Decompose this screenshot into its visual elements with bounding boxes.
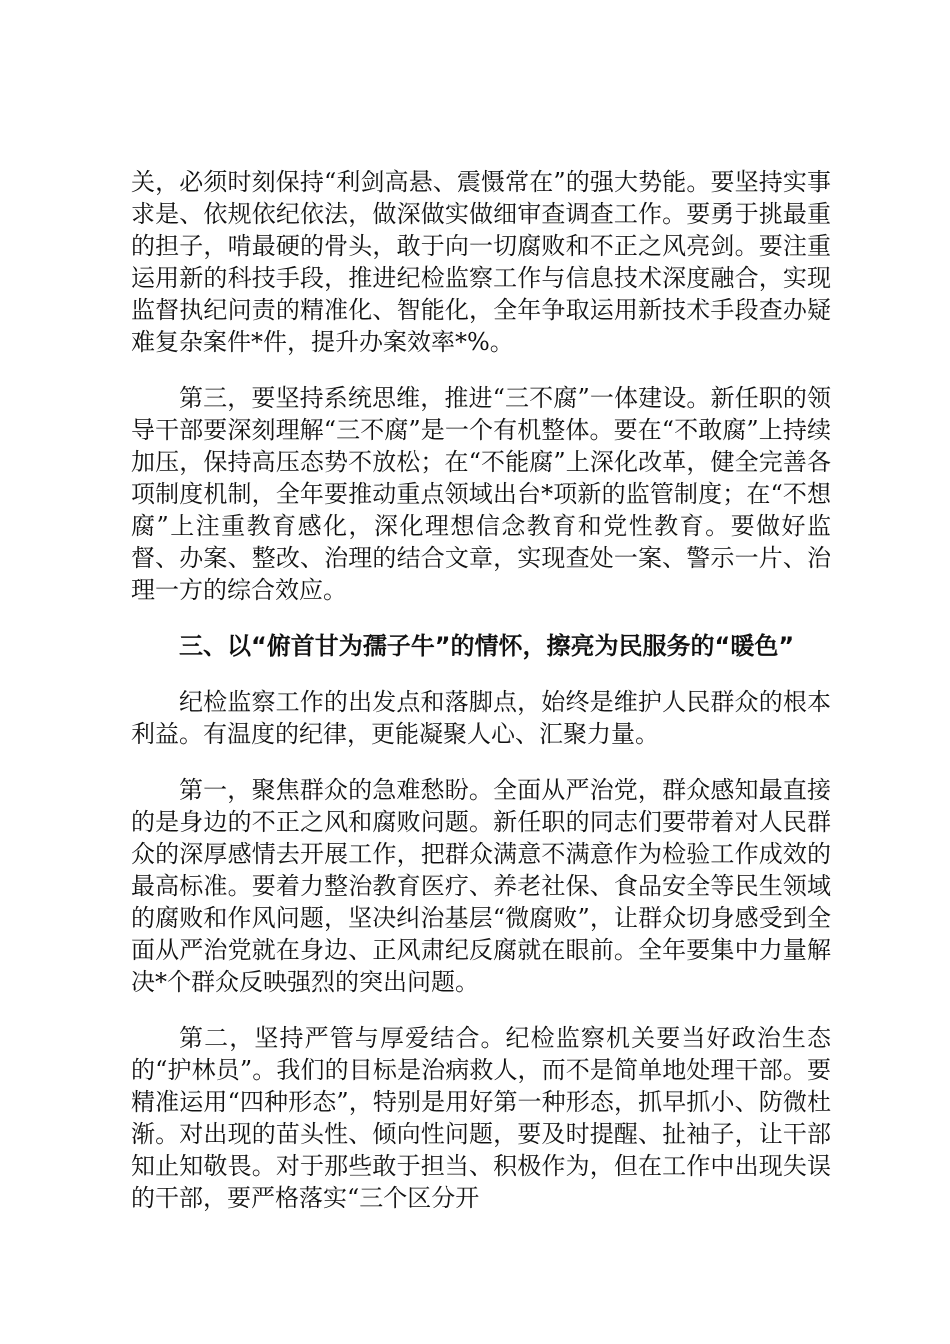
body-paragraph-third-point: 第三，要坚持系统思维，推进“三不腐”一体建设。新任职的领导干部要深刻理解“三不腐”是一个有机整体。要在“不敢腐”上持续加压，保持高压态势不放松；在“不能腐”上深化改革，健全完善各项制度机制，全年要推动重点领域出台*项新的监管制度；在“不想腐”上注重教育感化，深化理想信念教育和党性教育。要做好监督、办案、整改、治理的结合文章，实现查处一案、警示一片、治理一方的综合效应。 (131, 384, 831, 604)
body-paragraph-second-point: 第二，坚持严管与厚爱结合。纪检监察机关要当好政治生态的“护林员”。我们的目标是治病救人，而不是简单地处理干部。要精准运用“四种形态”，特别是用好第一种形态，抓早抓小、防微杜渐。对出现的苗头性、倾向性问题，要及时提醒、扯袖子，让干部知止知敬畏。对于那些敢于担当、积极作为，但在工作中出现失误的干部，要严格落实“三个区分开 (131, 1024, 831, 1212)
section-heading: 三、以“俯首甘为孺子牛”的情怀，擦亮为民服务的“暖色” (179, 632, 795, 660)
document-page (131, 166, 831, 1238)
body-paragraph-intro: 纪检监察工作的出发点和落脚点，始终是维护人民群众的根本利益。有温度的纪律，更能凝聚人心、汇聚力量。 (131, 688, 831, 748)
body-paragraph-first-point: 第一，聚焦群众的急难愁盼。全面从严治党，群众感知最直接的是身边的不正之风和腐败问题。新任职的同志们要带着对人民群众的深厚感情去开展工作，把群众满意不满意作为检验工作成效的最高标准。要着力整治教育医疗、养老社保、食品安全等民生领域的腐败和作风问题，坚决纠治基层“微腐败”，让群众切身感受到全面从严治党就在身边、正风肃纪反腐就在眼前。全年要集中力量解决*个群众反映强烈的突出问题。 (131, 776, 831, 996)
body-paragraph-continued: 关，必须时刻保持“利剑高悬、震慑常在”的强大势能。要坚持实事求是、依规依纪依法，做深做实做细审查调查工作。要勇于挑最重的担子，啃最硬的骨头，敢于向一切腐败和不正之风亮剑。要注重运用新的科技手段，推进纪检监察工作与信息技术深度融合，实现监督执纪问责的精准化、智能化，全年争取运用新技术手段查办疑难复杂案件*件，提升办案效率*%。 (131, 168, 831, 356)
